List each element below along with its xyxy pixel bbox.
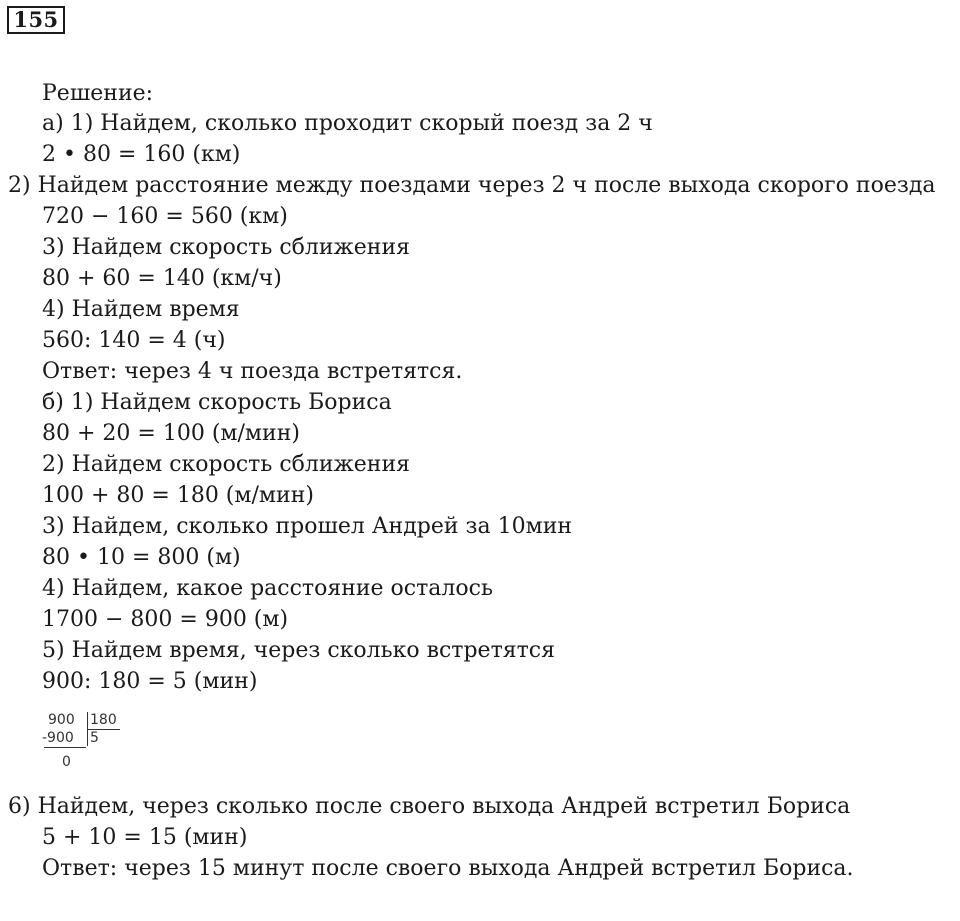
solution-line: 5) Найдем время, через сколько встретятся — [42, 638, 555, 663]
division-bar — [87, 712, 88, 746]
solution-line: б) 1) Найдем скорость Бориса — [42, 390, 392, 415]
solution-line: 720 − 160 = 560 (км) — [42, 204, 288, 229]
solution-line: 3) Найдем скорость сближения — [42, 235, 410, 260]
solution-line: 2 • 80 = 160 (км) — [42, 142, 241, 167]
division-divisor: 180 — [90, 712, 117, 728]
solution-line: 6) Найдем, через сколько после своего выхода Андрей встретил Бориса — [8, 794, 851, 819]
solution-heading: Решение: — [42, 81, 154, 106]
solution-line: 4) Найдем, какое расстояние осталось — [42, 576, 493, 601]
solution-line: 3) Найдем, сколько прошел Андрей за 10мин — [42, 514, 573, 539]
division-dividend: 900 — [48, 712, 75, 728]
division-result-rule — [44, 747, 86, 748]
problem-number-badge: 155 — [7, 6, 65, 34]
solution-line: а) 1) Найдем, сколько проходит скорый поезд за 2 ч — [42, 111, 653, 136]
solution-line: 80 + 60 = 140 (км/ч) — [42, 266, 282, 291]
solution-line: 4) Найдем время — [42, 297, 240, 322]
solution-line: 900: 180 = 5 (мин) — [42, 669, 258, 694]
solution-line: 1700 − 800 = 900 (м) — [42, 607, 289, 632]
solution-line: 5 + 10 = 15 (мин) — [42, 825, 248, 850]
answer-line: Ответ: через 15 минут после своего выхода Андрей встретил Бориса. — [42, 856, 854, 881]
answer-line: Ответ: через 4 ч поезда встретятся. — [42, 359, 463, 384]
solution-line: 2) Найдем скорость сближения — [42, 452, 410, 477]
solution-line: 100 + 80 = 180 (м/мин) — [42, 483, 314, 508]
division-subtrahend: -900 — [42, 730, 74, 746]
solution-line: 80 • 10 = 800 (м) — [42, 545, 241, 570]
division-remainder: 0 — [62, 754, 71, 770]
solution-line: 2) Найдем расстояние между поездами через 2 ч после выхода скорого поезда — [8, 173, 936, 198]
division-quotient: 5 — [90, 730, 99, 746]
solution-line: 80 + 20 = 100 (м/мин) — [42, 421, 300, 446]
long-division — [42, 710, 132, 780]
solution-line: 560: 140 = 4 (ч) — [42, 328, 226, 353]
